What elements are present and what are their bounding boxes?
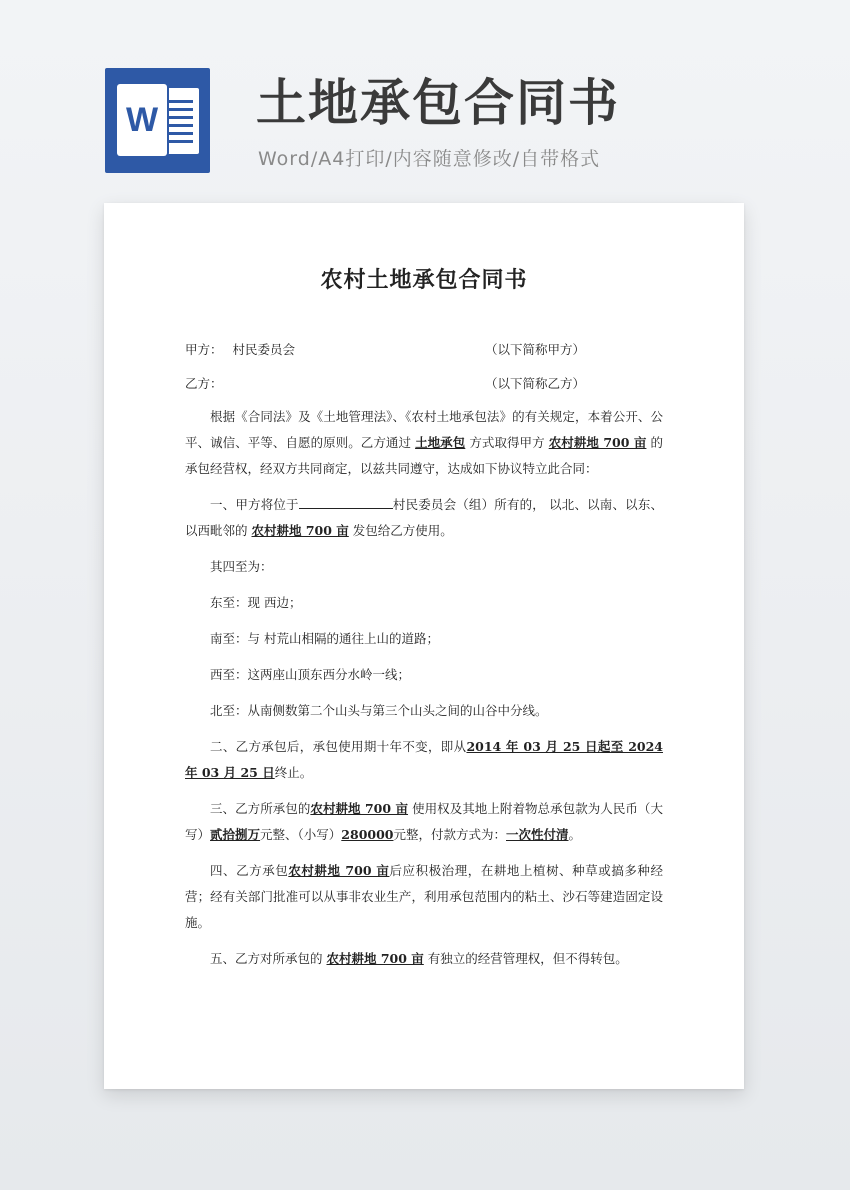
page-subtitle: Word/A4打印/内容随意修改/自带格式 xyxy=(258,148,601,170)
contract-term: 2014 年 03 月 25 日起至 2024 年 03 月 25 日 xyxy=(185,739,663,780)
land-description: 农村耕地 700 亩 xyxy=(548,435,647,450)
clause-3-text-2: 使用权及其地上附着物总承包款为人民币（大写） xyxy=(185,801,663,842)
party-a-note: （以下简称甲方） xyxy=(485,342,586,357)
clause-1 xyxy=(185,492,663,544)
word-icon xyxy=(105,68,210,173)
clause-3-text-3: 元整、（小写） xyxy=(260,827,342,842)
clause-3-text-4: 元整，付款方式为： xyxy=(393,827,506,842)
document-body xyxy=(185,340,663,972)
party-a-row xyxy=(185,340,663,360)
clause-3 xyxy=(185,796,663,848)
party-a-value: 村民委员会 xyxy=(232,342,296,357)
amount-in-words: 贰拾捌万 xyxy=(210,827,261,842)
clause-1-text-3: 发包给乙方使用。 xyxy=(352,523,453,538)
clause-3-text-5: 。 xyxy=(568,827,582,842)
boundary-west: 西至：这两座山顶东西分水岭一线； xyxy=(210,667,411,682)
boundary-south: 南至：与 村荒山相隔的通往上山的道路； xyxy=(210,631,439,646)
clause-4-text-2: 后应积极治理，在耕地上植树、种草或搞多种经营；经有关部门批准可以从事非农业生产，利用承包范围内的粘土、沙石等建造固定设施。 xyxy=(185,863,663,930)
clause-1-land: 农村耕地 700 亩 xyxy=(251,523,349,538)
document-title: 农村土地承包合同书 xyxy=(320,267,528,293)
party-b-note: （以下简称乙方） xyxy=(485,376,586,391)
clause-4-text-1: 四、乙方承包 xyxy=(210,863,289,878)
party-b-row xyxy=(185,374,663,394)
intro-paragraph xyxy=(185,404,663,482)
intro-text-2: 方式取得甲方 xyxy=(469,435,545,450)
clause-4-land: 农村耕地 700 亩 xyxy=(288,863,390,878)
clause-3-text-1: 三、乙方所承包的 xyxy=(210,801,311,816)
clause-5 xyxy=(185,946,663,972)
clause-5-text-1: 五、乙方对所承包的 xyxy=(210,951,323,966)
document-page xyxy=(104,203,744,1089)
intro-text-3: 的承包经营权，经双方共同商定，以兹共同遵守，达成如下协议特立此合同： xyxy=(185,435,663,476)
word-letter: W xyxy=(125,100,159,139)
clause-2 xyxy=(185,734,663,786)
clause-3-land: 农村耕地 700 亩 xyxy=(310,801,409,816)
location-blank xyxy=(299,496,393,509)
boundary-east: 东至：现 西边； xyxy=(210,595,302,610)
payment-method: 一次性付清 xyxy=(506,827,569,842)
word-letter-badge xyxy=(117,84,167,156)
clause-2-text-2: 终止。 xyxy=(274,765,313,780)
clause-1-text-1: 一、甲方将位于 xyxy=(210,497,299,512)
amount-in-figures: 280000 xyxy=(341,827,394,842)
clause-4 xyxy=(185,858,663,936)
party-b-label: 乙方： xyxy=(185,376,223,391)
boundary-north: 北至：从南侧数第二个山头与第三个山头之间的山谷中分线。 xyxy=(210,703,548,718)
clause-5-text-2: 有独立的经营管理权，但不得转包。 xyxy=(427,951,628,966)
clause-1-text-2: 村民委员会（组）所有的， 以北、以南、以东、以西毗邻的 xyxy=(185,497,663,538)
party-a-label: 甲方： xyxy=(185,342,223,357)
acquisition-method: 土地承包 xyxy=(415,435,466,450)
clause-2-text-1: 二、乙方承包后，承包使用期十年不变，即从 xyxy=(210,739,467,754)
page-title: 土地承包合同书 xyxy=(256,74,620,132)
boundaries-title: 其四至为： xyxy=(210,559,273,574)
intro-text-1: 根据《合同法》及《土地管理法》、《农村土地承包法》的有关规定，本着公开、公平、诚信、平等、自愿的原则。乙方通过 xyxy=(185,409,663,450)
clause-5-land: 农村耕地 700 亩 xyxy=(326,951,424,966)
